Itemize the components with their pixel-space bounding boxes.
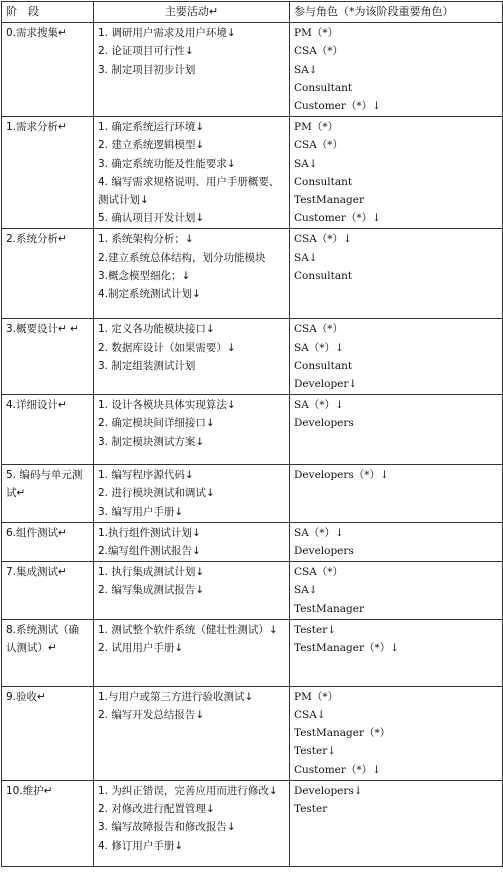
role-item: Consultant (294, 269, 353, 282)
roles-cell (290, 23, 503, 117)
stage-cell (2, 780, 94, 866)
activity-item: 1. 调研用户需求及用户环境↓ (98, 27, 236, 40)
table-row (2, 619, 503, 686)
table-row (2, 23, 503, 117)
phase-table (1, 1, 503, 867)
activity-item: 3. 编写用户手册↓ (98, 505, 184, 518)
role-item: Tester (294, 803, 328, 816)
stage-label: 0.需求搜集↵ (6, 27, 67, 40)
activity-item: 2. 试用用户手册↓ (98, 642, 184, 655)
activities-cell (94, 117, 290, 229)
stage-label: 8.系统测试（确认测试）↵ (6, 623, 80, 655)
role-item: Developers（*）↓ (294, 469, 389, 482)
activity-item: 1. 编写程序源代码↓ (98, 469, 194, 482)
stage-cell (2, 319, 94, 395)
stage-cell (2, 522, 94, 561)
stage-label: 3.概要设计↵ ↵ (6, 323, 79, 336)
activities-cell (94, 522, 290, 561)
activities-cell (94, 686, 290, 780)
roles-cell (290, 395, 503, 465)
role-item: SA（*）↓ (294, 526, 344, 539)
activity-item: 2. 编写集成测试报告↓ (98, 584, 205, 597)
role-item: CSA（*） (294, 566, 344, 579)
table-row (2, 319, 503, 395)
activities-cell (94, 780, 290, 866)
stage-label: 6.组件测试↵ (6, 526, 67, 539)
activity-item: 2. 编写开发总结报告↓ (98, 709, 205, 722)
roles-cell (290, 319, 503, 395)
activity-item: 4.制定系统测试计划↓ (98, 288, 201, 301)
stage-cell (2, 23, 94, 117)
stage-cell (2, 686, 94, 780)
activity-item: 2. 建立系统逻辑模型↓ (98, 139, 205, 152)
stage-label: 7.集成测试↵ (6, 566, 67, 579)
roles-cell (290, 780, 503, 866)
stage-label: 5. 编码与单元测试↵ (6, 469, 83, 500)
stage-label: 9.验收↵ (6, 690, 46, 703)
activity-item: 3.概念模型细化；↓ (98, 269, 191, 282)
header-roles: 参与角色（*为该阶段重要角色） (290, 2, 503, 23)
role-item: CSA（*） (294, 139, 344, 152)
stage-label: 10.维护↵ (6, 784, 53, 797)
table-row (2, 522, 503, 561)
activity-item: 1.与用户或第三方进行验收测试↓ (98, 690, 254, 703)
roles-cell (290, 619, 503, 686)
activities-cell (94, 23, 290, 117)
role-item: Developers (294, 545, 354, 558)
activity-item: 2. 确定模块间详细接口↓ (98, 417, 215, 430)
role-item: Customer（*）↓ (294, 100, 381, 113)
role-item: SA（*）↓ (294, 341, 344, 354)
header-activities: 主要活动↵ (94, 2, 290, 23)
stage-cell (2, 562, 94, 620)
table-row (2, 562, 503, 620)
activity-item: 1. 定义各功能模块接口↓ (98, 323, 215, 336)
activity-item: 1.执行组件测试计划↓ (98, 526, 201, 539)
role-item: CSA（*） (294, 323, 344, 336)
table-row (2, 117, 503, 229)
stage-cell (2, 465, 94, 523)
role-item: Developers↓ (294, 784, 363, 797)
activities-cell (94, 562, 290, 620)
stage-label: 1.需求分析↵ (6, 121, 67, 134)
activity-item: 2.建立系统总体结构，划分功能模块 (98, 251, 266, 264)
stage-cell (2, 395, 94, 465)
activities-cell (94, 229, 290, 319)
activity-item: 4. 修订用户手册↓ (98, 839, 184, 852)
role-item: SA↓ (294, 251, 318, 264)
activity-item: 3. 制定项目初步计划 (98, 63, 196, 76)
activities-cell (94, 465, 290, 523)
role-item: PM（*） (294, 690, 339, 703)
role-item: Tester↓ (294, 745, 337, 758)
stage-cell (2, 117, 94, 229)
role-item: TestManager（*） (294, 727, 391, 740)
table-row (2, 686, 503, 780)
table-row (2, 780, 503, 866)
activity-item: 1. 设计各模块具体实现算法↓ (98, 399, 236, 412)
role-item: CSA（*） (294, 45, 344, 58)
role-item: Customer（*）↓ (294, 212, 381, 225)
activity-item: 2. 数据库设计（如果需要）↓ (98, 341, 236, 354)
roles-cell (290, 465, 503, 523)
table-row (2, 395, 503, 465)
activity-item: 2.编写组件测试报告↓ (98, 545, 201, 558)
activity-item: 1. 执行集成测试计划↓ (98, 566, 205, 579)
roles-cell (290, 229, 503, 319)
activity-item: 2. 论证项目可行性↓ (98, 45, 194, 58)
activities-cell (94, 619, 290, 686)
role-item: Developers (294, 417, 354, 430)
role-item: Tester↓ (294, 623, 337, 636)
roles-cell (290, 562, 503, 620)
role-item: TestManager (294, 194, 364, 207)
table-body (2, 23, 503, 867)
activity-item: 2. 对修改进行配置管理↓ (98, 803, 215, 816)
role-item: SA↓ (294, 157, 318, 170)
role-item: Consultant (294, 359, 353, 372)
table-header-row (2, 2, 503, 23)
activity-item: 1. 为纠正错误，完善应用而进行修改↓ (98, 784, 278, 797)
activity-item: 4. 编写需求规格说明、用户手册概要、测试计划↓ (98, 175, 280, 207)
activity-item: 1. 系统架构分析；↓ (98, 233, 194, 246)
role-item: TestManager（*）↓ (294, 642, 400, 655)
role-item: Developer↓ (294, 378, 358, 391)
stage-cell (2, 619, 94, 686)
role-item: CSA↓ (294, 709, 326, 722)
table-row (2, 229, 503, 319)
activities-cell (94, 395, 290, 465)
role-item: Consultant (294, 81, 353, 94)
role-item: SA↓ (294, 63, 318, 76)
stage-label: 4.详细设计↵ (6, 399, 67, 412)
activity-item: 1. 测试整个软件系统（健壮性测试）↓ (98, 623, 278, 636)
activity-item: 2. 进行模块测试和调试↓ (98, 487, 215, 500)
stage-cell (2, 229, 94, 319)
role-item: SA↓ (294, 584, 318, 597)
roles-cell (290, 686, 503, 780)
activity-item: 3. 确定系统功能及性能要求↓ (98, 157, 236, 170)
role-item: PM（*） (294, 121, 339, 134)
role-item: TestManager (294, 602, 364, 615)
activity-item: 5. 确认项目开发计划↓ (98, 212, 205, 225)
role-item: Consultant (294, 175, 353, 188)
activity-item: 3. 制定组装测试计划 (98, 359, 196, 372)
activity-item: 3. 制定模块测试方案↓ (98, 435, 205, 448)
role-item: PM（*） (294, 27, 339, 40)
activity-item: 3. 编写故障报告和修改报告↓ (98, 821, 236, 834)
role-item: CSA（*）↓ (294, 233, 352, 246)
table-row (2, 465, 503, 523)
roles-cell (290, 522, 503, 561)
stage-label: 2.系统分析↵ (6, 233, 67, 246)
activity-item: 1. 确定系统运行环境↓ (98, 121, 205, 134)
role-item: Customer（*）↓ (294, 763, 381, 776)
role-item: SA（*）↓ (294, 399, 344, 412)
roles-cell (290, 117, 503, 229)
activities-cell (94, 319, 290, 395)
header-stage: 阶 段 (2, 2, 94, 23)
